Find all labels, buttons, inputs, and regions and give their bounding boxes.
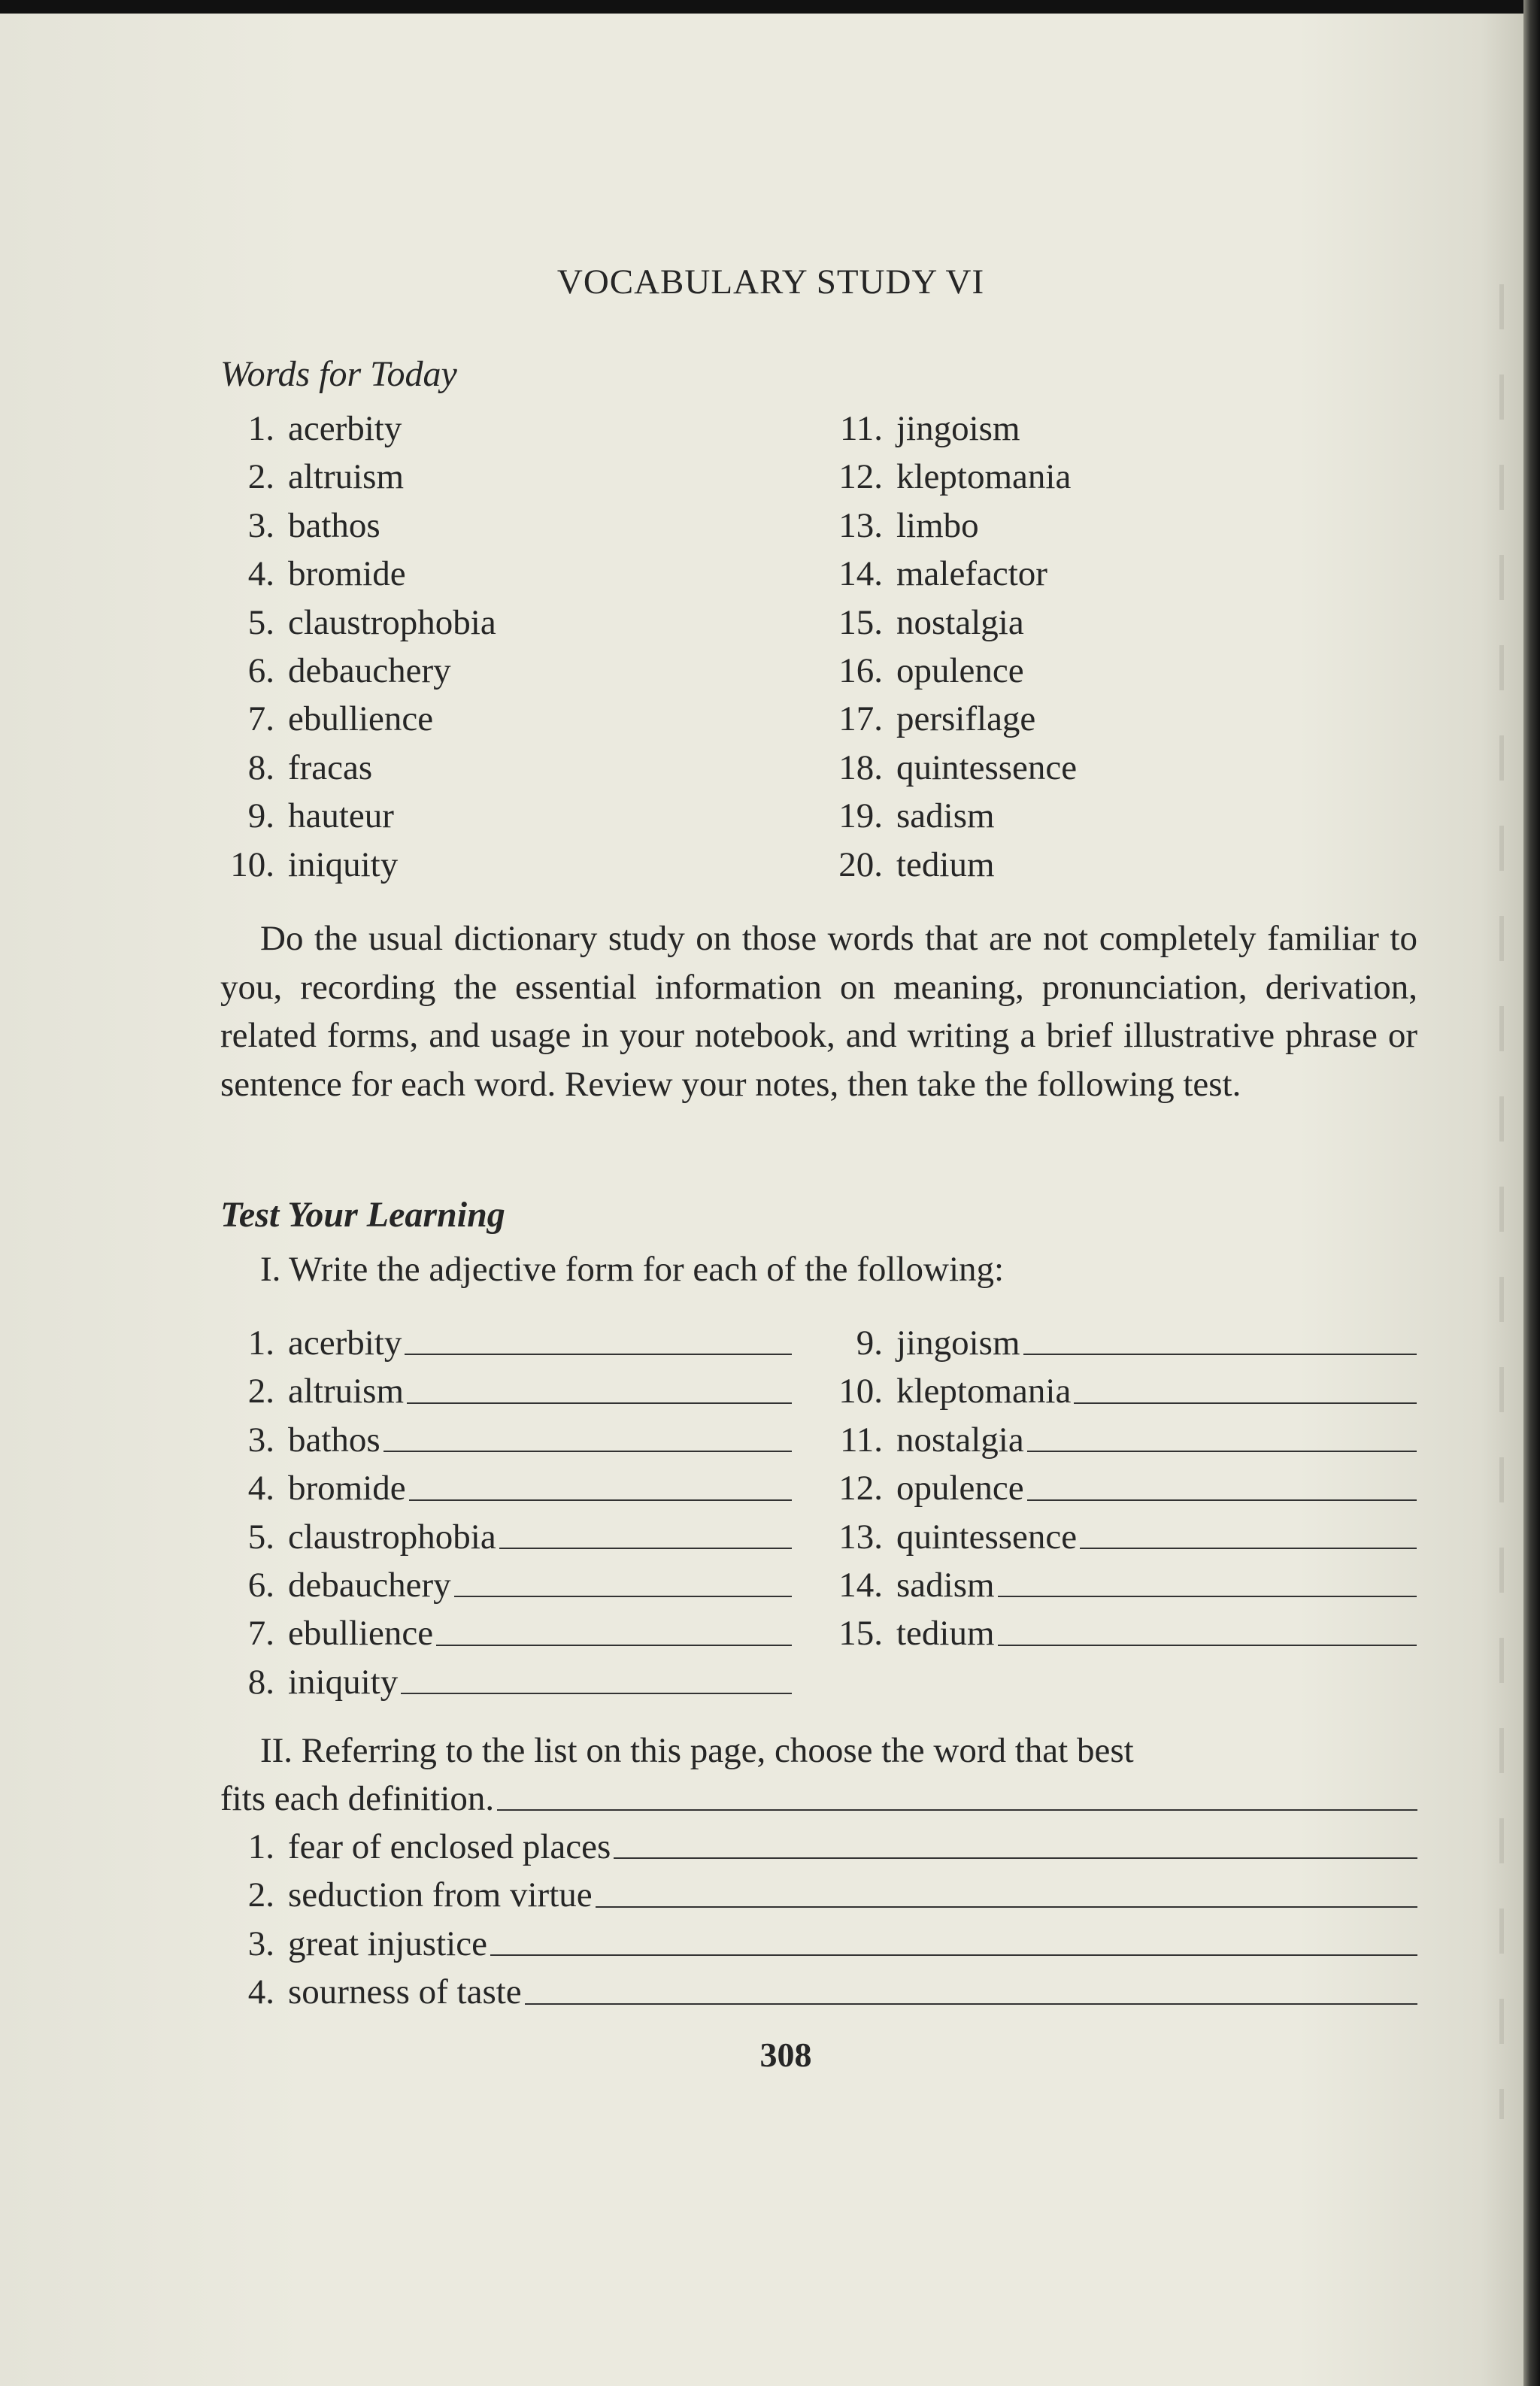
item-word: fear of enclosed places	[288, 1827, 611, 1866]
exercise-item	[220, 1367, 792, 1415]
part1-list-left	[220, 1319, 792, 1706]
item-word: altruism	[288, 457, 405, 497]
test-heading: Test Your Learning	[220, 1195, 505, 1235]
word-list-item	[830, 599, 1077, 647]
item-word: acerbity	[288, 1323, 402, 1363]
item-number: 3.	[247, 1420, 274, 1460]
item-word: jingoism	[896, 409, 1020, 448]
exercise-item	[830, 1561, 1417, 1609]
answer-line[interactable]	[998, 1609, 1417, 1645]
exercise-item	[220, 1416, 792, 1464]
item-word: iniquity	[288, 1662, 399, 1702]
item-number: 17.	[838, 699, 883, 739]
item-word: bathos	[288, 1420, 380, 1460]
answer-line[interactable]	[596, 1871, 1417, 1907]
item-word: claustrophobia	[288, 1517, 496, 1557]
answer-line[interactable]	[1023, 1319, 1417, 1355]
item-number: 20.	[838, 844, 883, 884]
item-word: seduction from virtue	[288, 1875, 593, 1915]
item-word: quintessence	[896, 747, 1078, 787]
part1-list-right	[830, 1319, 1417, 1658]
scan-top-border	[0, 0, 1540, 14]
item-number: 7.	[247, 1614, 274, 1654]
answer-line[interactable]	[614, 1823, 1417, 1859]
exercise-item	[830, 1464, 1417, 1512]
item-number: 6.	[247, 651, 274, 691]
exercise-item	[830, 1513, 1417, 1561]
item-number: 5.	[247, 602, 274, 642]
item-number: 1.	[247, 1827, 274, 1866]
scan-right-border	[1523, 0, 1540, 2386]
item-word: great injustice	[288, 1924, 487, 1963]
book-page	[0, 14, 1526, 2386]
item-number: 2.	[247, 1372, 274, 1411]
item-word: ebullience	[288, 699, 434, 739]
exercise-item	[220, 1319, 792, 1367]
instructions-paragraph	[220, 914, 1417, 1108]
words-heading: Words for Today	[220, 354, 457, 394]
item-word: nostalgia	[896, 1420, 1024, 1460]
answer-line[interactable]	[998, 1561, 1417, 1597]
word-list-item	[220, 405, 496, 453]
exercise-item	[830, 1416, 1417, 1464]
answer-line[interactable]	[1027, 1416, 1417, 1452]
answer-line[interactable]	[454, 1561, 792, 1597]
page-number: 308	[759, 2036, 812, 2074]
exercise-item	[220, 1871, 1417, 1919]
word-list-item	[220, 695, 496, 743]
item-number: 2.	[247, 457, 274, 497]
item-word: kleptomania	[896, 1372, 1072, 1411]
item-number: 11.	[839, 409, 883, 448]
exercise-item	[220, 1561, 792, 1609]
item-word: bathos	[288, 505, 380, 545]
word-list-item	[830, 502, 1077, 550]
part2-prompt-line2: fits each definition.	[220, 1779, 495, 1818]
item-word: sadism	[896, 796, 995, 836]
item-number: 12.	[838, 457, 883, 497]
item-word: limbo	[896, 505, 979, 545]
word-list-item	[830, 841, 1077, 889]
item-number: 4.	[247, 1972, 274, 2012]
item-word: quintessence	[896, 1517, 1078, 1557]
word-list-item	[220, 647, 496, 695]
words-list-right	[830, 405, 1077, 889]
item-word: opulence	[896, 1469, 1024, 1508]
item-word: debauchery	[288, 651, 451, 691]
exercise-item	[830, 1367, 1417, 1415]
answer-line[interactable]	[409, 1464, 792, 1500]
page-title: VOCABULARY STUDY VI	[556, 262, 985, 302]
item-number: 4.	[247, 1469, 274, 1508]
answer-line[interactable]	[525, 1968, 1417, 2004]
word-list-item	[220, 453, 496, 501]
item-word: debauchery	[288, 1566, 451, 1605]
item-word: tedium	[896, 844, 995, 884]
item-word: tedium	[896, 1614, 995, 1654]
item-word: claustrophobia	[288, 602, 496, 642]
part2-prompt-line1: II. Referring to the list on this page, choose the word that best	[260, 1731, 1134, 1770]
item-word: jingoism	[896, 1323, 1020, 1363]
item-word: iniquity	[288, 844, 399, 884]
word-list-item	[830, 405, 1077, 453]
word-list-item	[830, 550, 1077, 598]
item-number: 8.	[247, 1662, 274, 1702]
item-number: 4.	[247, 554, 274, 594]
item-word: acerbity	[288, 409, 402, 448]
exercise-item	[830, 1319, 1417, 1367]
answer-line[interactable]	[1074, 1367, 1417, 1403]
item-word: fracas	[288, 747, 373, 787]
item-number: 10.	[838, 1372, 883, 1411]
exercise-item	[220, 1513, 792, 1561]
word-list-item	[220, 502, 496, 550]
item-word: hauteur	[288, 796, 394, 836]
exercise-item	[220, 1823, 1417, 1871]
item-number: 1.	[247, 409, 274, 448]
item-number: 9.	[856, 1323, 883, 1363]
item-word: sadism	[896, 1566, 995, 1605]
exercise-item	[220, 1464, 792, 1512]
item-number: 6.	[247, 1566, 274, 1605]
exercise-item	[220, 1968, 1417, 2016]
item-word: opulence	[896, 651, 1024, 691]
item-word: malefactor	[896, 554, 1047, 594]
item-number: 8.	[247, 747, 274, 787]
item-word: nostalgia	[896, 602, 1024, 642]
item-number: 5.	[247, 1517, 274, 1557]
exercise-item	[220, 1658, 792, 1706]
part2-list	[220, 1823, 1417, 2017]
item-number: 13.	[838, 1517, 883, 1557]
item-number: 19.	[838, 796, 883, 836]
answer-line[interactable]	[499, 1513, 792, 1549]
answer-line[interactable]	[1080, 1513, 1417, 1549]
answer-line[interactable]	[405, 1319, 792, 1355]
answer-line[interactable]	[490, 1920, 1417, 1956]
word-list-item	[220, 744, 496, 792]
item-number: 13.	[838, 505, 883, 545]
item-number: 14.	[838, 1566, 883, 1605]
exercise-item	[220, 1609, 792, 1657]
item-word: bromide	[288, 554, 406, 594]
part2-prompt-line2-row	[220, 1775, 1417, 1823]
word-list-item	[830, 695, 1077, 743]
item-number: 16.	[838, 651, 883, 691]
item-word: persiflage	[896, 699, 1036, 739]
word-list-item	[830, 647, 1077, 695]
answer-line[interactable]	[407, 1367, 792, 1403]
page-edge-shadow	[1499, 239, 1504, 2119]
item-number: 9.	[247, 796, 274, 836]
item-number: 7.	[247, 699, 274, 739]
item-number: 11.	[839, 1420, 883, 1460]
item-number: 10.	[230, 844, 274, 884]
instructions-text: Do the usual dictionary study on those words that are not completely familiar to you, recording the essential information on meaning, pronunciation, derivation, related forms, and usage in your notebook, and writing a brief illustrative phrase or sentence for each word. Review your notes, then take the following test.	[220, 919, 1417, 1104]
word-list-item	[220, 792, 496, 840]
item-word: bromide	[288, 1469, 406, 1508]
item-number: 15.	[838, 1614, 883, 1654]
item-number: 15.	[838, 602, 883, 642]
item-number: 3.	[247, 1924, 274, 1963]
item-number: 1.	[247, 1323, 274, 1363]
word-list-item	[220, 550, 496, 598]
word-list-item	[830, 792, 1077, 840]
part1-prompt: I. Write the adjective form for each of the following:	[260, 1250, 1005, 1289]
item-word: altruism	[288, 1372, 405, 1411]
item-number: 14.	[838, 554, 883, 594]
answer-line[interactable]	[401, 1658, 792, 1694]
item-word: sourness of taste	[288, 1972, 522, 2012]
answer-line[interactable]	[383, 1416, 792, 1452]
item-word: ebullience	[288, 1614, 434, 1654]
word-list-item	[220, 841, 496, 889]
word-list-item	[220, 599, 496, 647]
answer-line[interactable]	[497, 1775, 1417, 1811]
exercise-item	[830, 1609, 1417, 1657]
item-number: 2.	[247, 1875, 274, 1915]
word-list-item	[830, 453, 1077, 501]
answer-line[interactable]	[1027, 1464, 1417, 1500]
words-list-left	[220, 405, 496, 889]
exercise-item	[220, 1920, 1417, 1968]
word-list-item	[830, 744, 1077, 792]
item-number: 12.	[838, 1469, 883, 1508]
item-number: 18.	[838, 747, 883, 787]
answer-line[interactable]	[436, 1609, 792, 1645]
item-number: 3.	[247, 505, 274, 545]
item-word: kleptomania	[896, 457, 1072, 497]
